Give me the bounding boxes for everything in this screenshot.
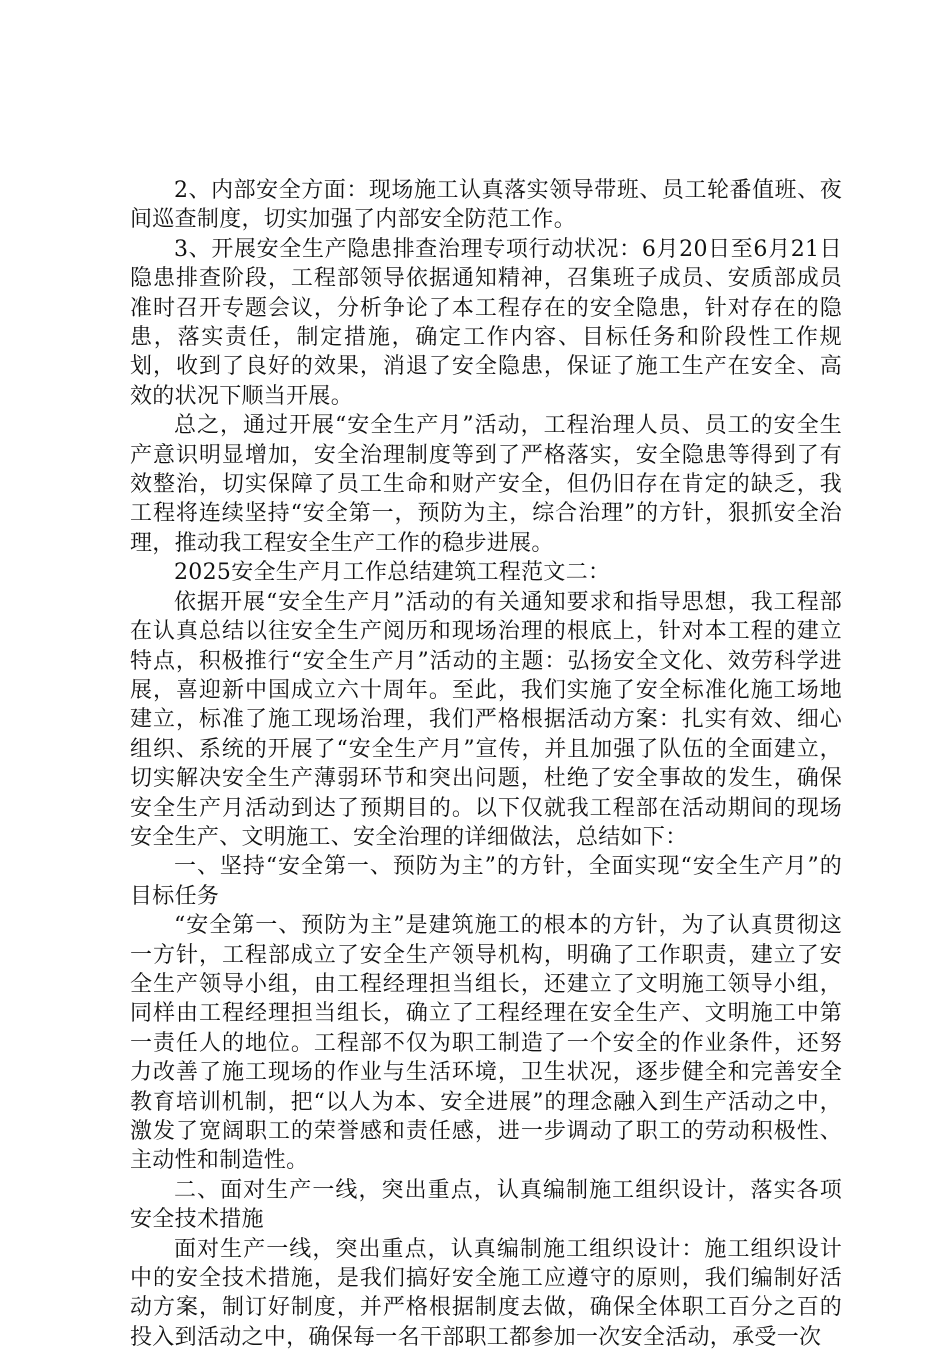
paragraph-hazard-inspection: 3、开展安全生产隐患排查治理专项行动状况：6月20日至6月21日隐患排查阶段，工程部领导依据通知精神，召集班子成员、安质部成员准时召开专题会议，分析争论了本工程存在的安全隐患，针对存在的隐患，落实责任，制定措施，确定工作内容、目标任务和阶段性工作规划，收到了良好的效果，消退了安全隐患，保证了施工生产在安全、高效的状况下顺当开展。	[130, 236, 842, 409]
document-body	[130, 176, 842, 1352]
paragraph-safety-first: “安全第一、预防为主”是建筑施工的根本的方针，为了认真贯彻这一方针，工程部成立了安全生产领导机构，明确了工作职责，建立了安全生产领导小组，由工程经理担当组长，还建立了文明施工领导小组，同样由工程经理担当组长，确立了工程经理在安全生产、文明施工中第一责任人的地位。工程部不仅为职工制造了一个安全的作业条件，还努力改善了施工现场的作业与生活环境，卫生状况，逐步健全和完善安全教育培训机制，把“以人为本、安全进展”的理念融入到生产活动之中，激发了宽阔职工的荣誉感和责任感，进一步调动了职工的劳动积极性、主动性和制造性。	[130, 913, 842, 1174]
section-heading-one: 一、坚持“安全第一、预防为主”的方针，全面实现“安全生产月”的目标任务	[130, 854, 842, 909]
paragraph-internal-safety: 2、内部安全方面：现场施工认真落实领导带班、员工轮番值班、夜间巡查制度，切实加强了内部安全防范工作。	[130, 178, 842, 233]
paragraph-construction-design: 面对生产一线，突出重点，认真编制施工组织设计：施工组织设计中的安全技术措施，是我们搞好安全施工应遵守的原则，我们编制好活动方案，制订好制度，并严格根据制度去做，确保全体职工百分之百的投入到活动之中，确保每一名干部职工都参加一次安全活动，承受一次	[130, 1236, 842, 1350]
section-heading-two: 二、面对生产一线，突出重点，认真编制施工组织设计，落实各项安全技术措施	[130, 1177, 842, 1233]
paragraph-sample-two-heading: 2025安全生产月工作总结建筑工程范文二：	[174, 560, 611, 586]
paragraph-summary: 总之，通过开展“安全生产月”活动，工程治理人员、员工的安全生产意识明显增加，安全治理制度等到了严格落实，安全隐患等得到了有效整治，切实保障了员工生命和财产安全，但仍旧存在肯定的缺乏，我工程将连续坚持“安全第一，预防为主，综合治理”的方针，狠抓安全治理，推动我工程安全生产工作的稳步进展。	[130, 413, 842, 556]
paragraph-activity-overview: 依据开展“安全生产月”活动的有关通知要求和指导思想，我工程部在认真总结以往安全生产阅历和现场治理的根底上，针对本工程的建立特点，积极推行“安全生产月”活动的主题：弘扬安全文化、效劳科学进展，喜迎新中国成立六十周年。至此，我们实施了安全标准化施工场地建立，标准了施工现场治理，我们严格根据活动方案：扎实有效、细心组织、系统的开展了“安全生产月”宣传，并且加强了队伍的全面建立，切实解决安全生产薄弱环节和突出问题，杜绝了安全事故的发生，确保安全生产月活动到达了预期目的。以下仅就我工程部在活动期间的现场安全生产、文明施工、安全治理的详细做法，总结如下：	[130, 589, 842, 850]
